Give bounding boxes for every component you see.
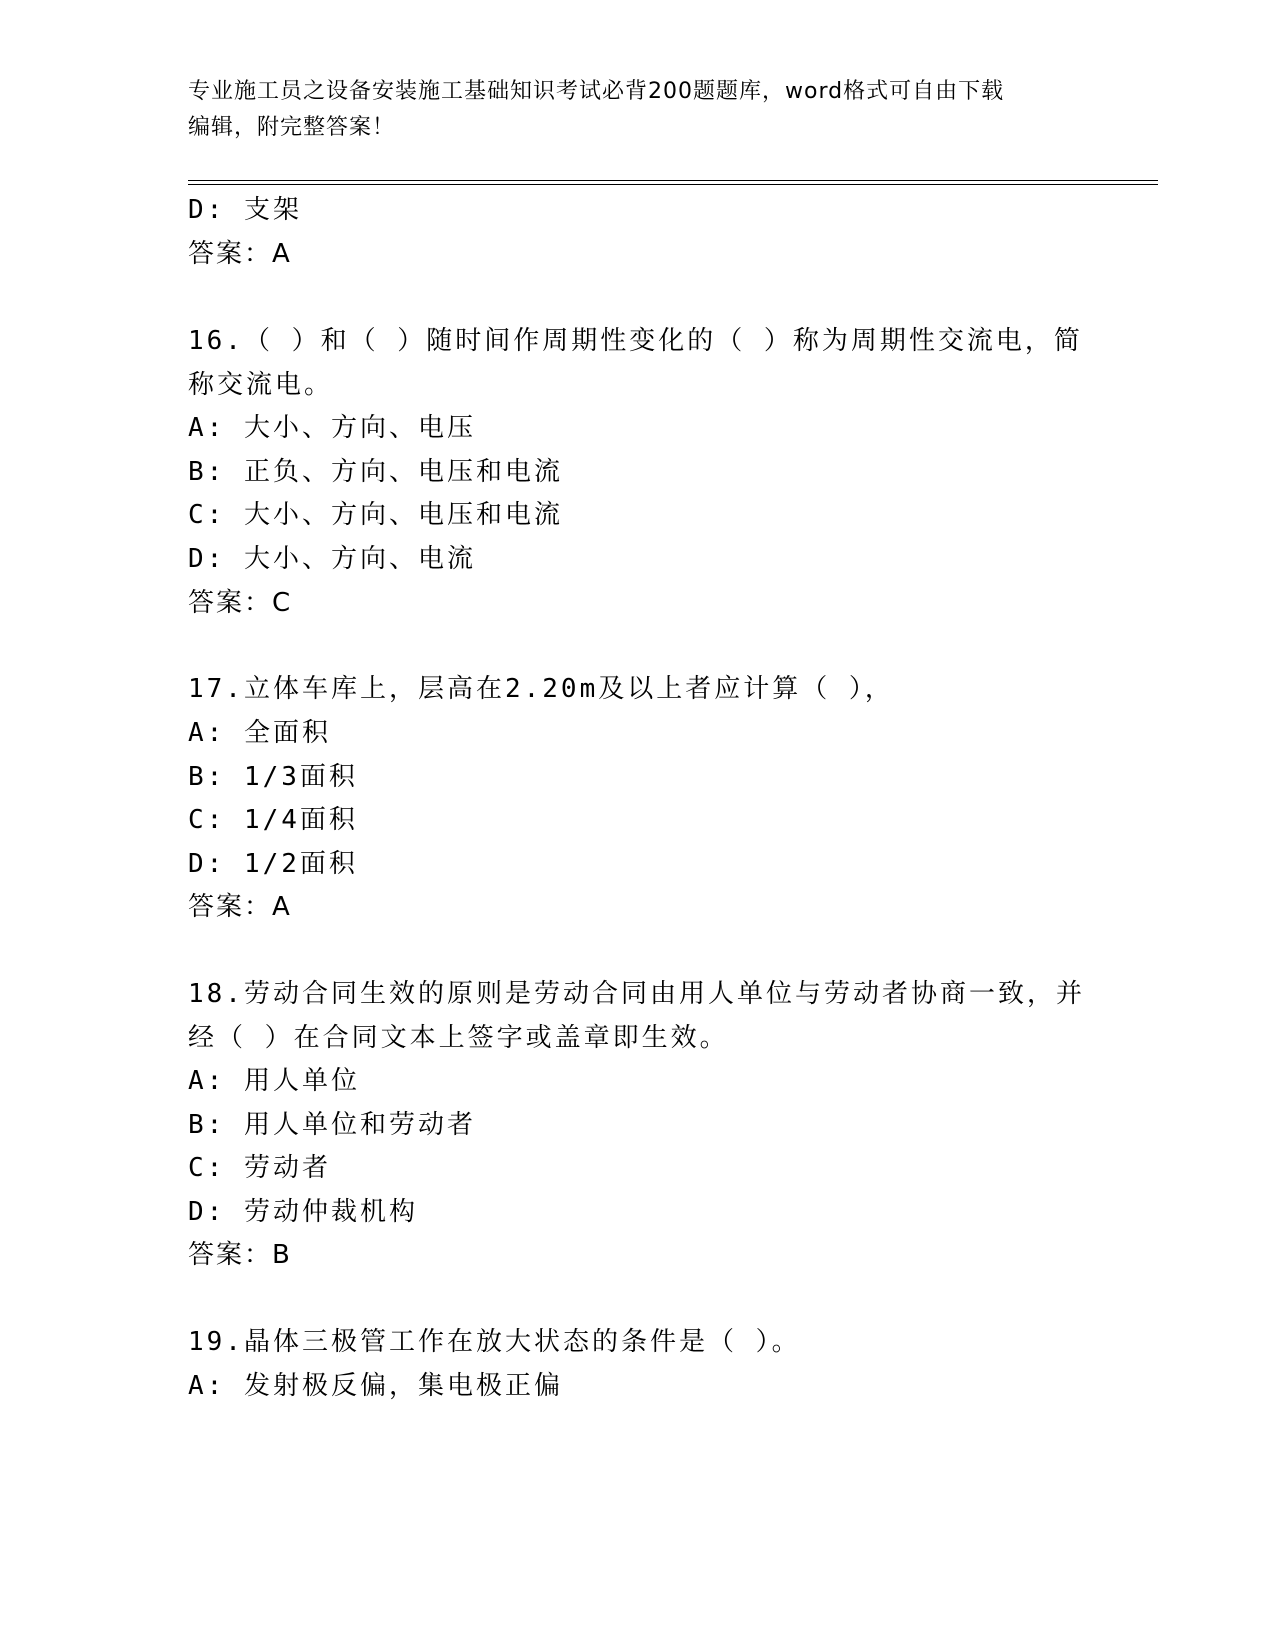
- question-16-option-a: A: 大小、方向、电压: [188, 413, 476, 443]
- header-divider-top: [188, 180, 1158, 181]
- question-16-answer: 答案：C: [188, 588, 293, 618]
- question-18-option-a: A: 用人单位: [188, 1066, 360, 1096]
- question-16-stem-line-2: 称交流电。: [188, 370, 334, 400]
- question-17-option-b: B: 1/3面积: [188, 762, 358, 792]
- question-18-option-d: D: 劳动仲裁机构: [188, 1197, 418, 1227]
- question-18-option-c: C: 劳动者: [188, 1153, 331, 1183]
- header-divider-bottom: [188, 184, 1158, 185]
- question-17-answer: 答案：A: [188, 892, 292, 922]
- header-title-line-1: 专业施工员之设备安装施工基础知识考试必背200题题库，word格式可自由下载: [188, 79, 1005, 104]
- question-19-stem-line-1: 19.晶体三极管工作在放大状态的条件是（ ）。: [188, 1327, 801, 1357]
- header-title-line-2: 编辑，附完整答案！: [188, 115, 396, 140]
- document-header: [188, 74, 1088, 146]
- question-19-option-a: A: 发射极反偏，集电极正偏: [188, 1371, 563, 1401]
- question-16-option-d: D: 大小、方向、电流: [188, 544, 476, 574]
- answer-line: 答案：A: [188, 239, 292, 269]
- question-17-option-a: A: 全面积: [188, 718, 331, 748]
- question-16-option-c: C: 大小、方向、电压和电流: [188, 500, 563, 530]
- question-17-option-c: C: 1/4面积: [188, 805, 358, 835]
- question-17-option-d: D: 1/2面积: [188, 849, 358, 879]
- question-16-option-b: B: 正负、方向、电压和电流: [188, 457, 563, 487]
- question-18-option-b: B: 用人单位和劳动者: [188, 1110, 476, 1140]
- question-16-stem-line-1: 16.（ ）和（ ）随时间作周期性变化的（ ）称为周期性交流电，简: [188, 326, 1083, 356]
- question-18-answer: 答案：B: [188, 1240, 292, 1270]
- question-17-stem-line-1: 17.立体车库上，层高在2.20m及以上者应计算（ ），: [188, 674, 894, 704]
- question-18-stem-line-2: 经（ ）在合同文本上签字或盖章即生效。: [188, 1023, 729, 1053]
- option-d: D: 支架: [188, 195, 302, 225]
- question-18-stem-line-1: 18.劳动合同生效的原则是劳动合同由用人单位与劳动者协商一致，并: [188, 979, 1085, 1009]
